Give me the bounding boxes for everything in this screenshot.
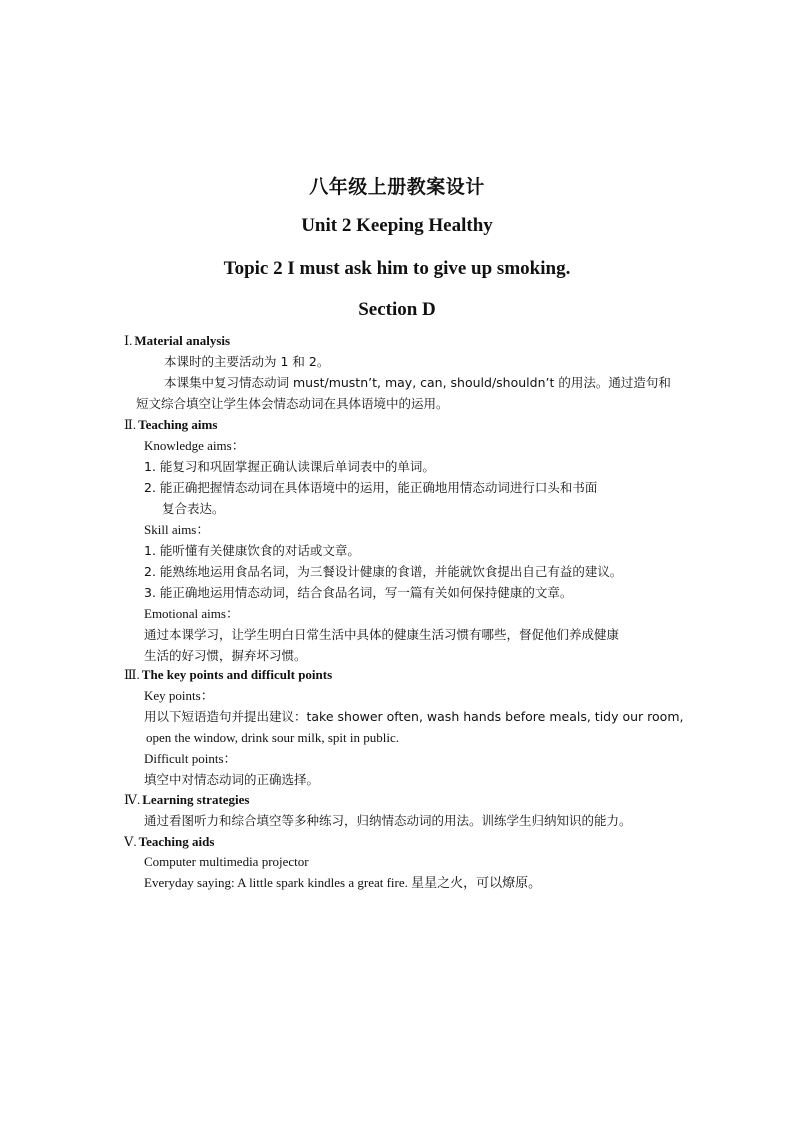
learning-strategies-heading [124,791,249,809]
learning-strategies-text: 通过看图听力和综合填空等多种练习，归纳情态动词的用法。训练学生归纳知识的能力。 [144,813,632,828]
emotional-aim-line-2: 生活的好习惯，摒弃坏习惯。 [144,648,307,663]
knowledge-aim-2b: 复合表达。 [162,501,225,516]
heading-text: Learning strategies [142,792,250,807]
emotional-aims-label: Emotional aims： [144,606,239,621]
heading-text: Teaching aims [138,417,218,432]
section-numeral: Ⅴ. [124,834,137,849]
material-paragraph-2a: 本课集中复习情态动词 must/mustn’t, may, can, should/shouldn’t 的用法。通过造句和 [164,375,671,390]
heading-text: Material analysis [134,333,231,348]
emotional-aim-line-1: 通过本课学习，让学生明白日常生活中具体的健康生活习惯有哪些，督促他们养成健康 [144,627,620,642]
heading-text: The key points and difficult points [141,667,333,682]
material-paragraph-2b: 短文综合填空让学生体会情态动词在具体语境中的运用。 [136,396,449,411]
section-numeral: Ⅱ. [124,417,137,432]
difficult-points-line-1: 填空中对情态动词的正确选择。 [144,772,320,787]
skill-aim-3: 3. 能正确地运用情态动词，结合食品名词，写一篇有关如何保持健康的文章。 [144,585,573,600]
section-numeral: Ⅰ. [124,333,133,348]
skill-aim-2: 2. 能熟练地运用食品名词，为三餐设计健康的食谱，并能就饮食提出自己有益的建议。 [144,564,623,579]
section-numeral: Ⅲ. [124,667,140,682]
heading-text: Teaching aids [138,834,215,849]
section-title: Section D [358,299,436,320]
unit-title: Unit 2 Keeping Healthy [301,215,493,236]
skill-aims-label: Skill aims： [144,522,210,537]
teaching-aids-heading [124,833,214,851]
knowledge-aims-label: Knowledge aims： [144,438,245,453]
topic-title: Topic 2 I must ask him to give up smoking. [223,258,571,279]
difficult-points-label: Difficult points： [144,751,237,766]
key-points-line-2: open the window, drink sour milk, spit in public. [146,730,399,745]
skill-aim-1: 1. 能听懂有关健康饮食的对话或文章。 [144,543,360,558]
material-paragraph-1: 本课时的主要活动为 1 和 2。 [164,354,330,369]
teaching-aids-equipment: Computer multimedia projector [144,854,309,869]
key-points-label: Key points： [144,688,214,703]
document-title-chinese: 八年级上册教案设计 [309,176,485,198]
material-analysis-heading [124,332,230,350]
everyday-saying: Everyday saying: A little spark kindles a great fire. 星星之火，可以燎原。 [144,875,542,890]
key-points-heading [124,666,332,684]
key-points-line-1: 用以下短语造句并提出建议：take shower often, wash hands before meals, tidy our room, [144,709,684,724]
knowledge-aim-1: 1. 能复习和巩固掌握正确认读课后单词表中的单词。 [144,459,435,474]
section-numeral: Ⅳ. [124,792,141,807]
knowledge-aim-2a: 2. 能正确把握情态动词在具体语境中的运用，能正确地用情态动词进行口头和书面 [144,480,598,495]
teaching-aims-heading [124,416,217,434]
